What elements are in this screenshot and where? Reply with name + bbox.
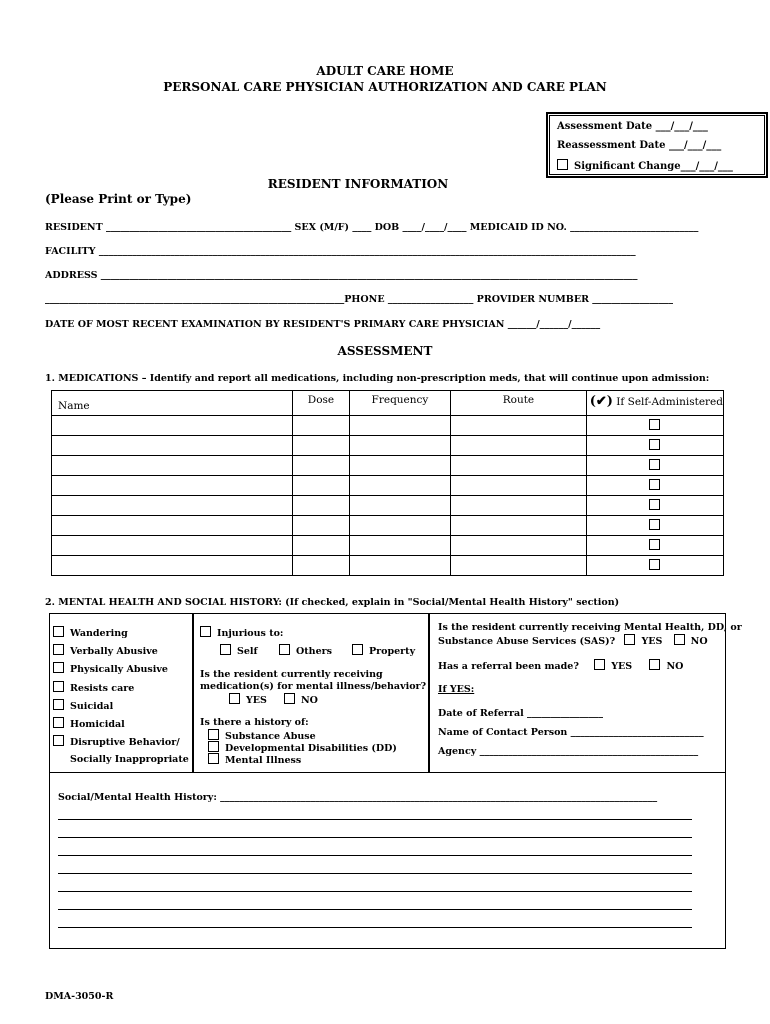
col-header-name: Name: [52, 391, 293, 416]
substance-abuse-checkbox[interactable]: [208, 729, 219, 740]
resists-care-label: Resists care: [70, 683, 135, 694]
wandering-item[interactable]: [53, 626, 128, 639]
resists-care-item[interactable]: [53, 681, 134, 694]
history-line[interactable]: [58, 909, 692, 910]
services-yes-label: YES: [641, 636, 663, 647]
if-yes-label: If YES:: [438, 684, 475, 695]
services-yes-option[interactable]: [624, 636, 662, 647]
injurious-label: Injurious to:: [217, 628, 284, 639]
assessment-date-field[interactable]: Assessment Date ___/___/___: [557, 121, 708, 132]
self-admin-checkbox[interactable]: [649, 479, 660, 490]
address-row[interactable]: ADDRESS _________________________________________________________________________________________________________________: [45, 270, 638, 281]
injurious-self-option[interactable]: [220, 644, 258, 657]
checkmark-symbol: (✔): [589, 394, 613, 409]
developmental-disabilities-label: Developmental Disabilities (DD): [225, 743, 397, 754]
mental-illness-med-question-1: Is the resident currently receiving: [200, 669, 383, 680]
services-no-label: NO: [690, 636, 708, 647]
col-header-frequency: Frequency: [349, 391, 450, 416]
wandering-label: Wandering: [70, 628, 128, 639]
assessment-date-box: [546, 112, 768, 178]
medication-row[interactable]: [52, 476, 724, 496]
developmental-disabilities-checkbox[interactable]: [208, 741, 219, 752]
mental-illness-med-question-2: medication(s) for mental illness/behavior?: [200, 681, 427, 692]
services-no-checkbox[interactable]: [674, 634, 685, 645]
medication-row[interactable]: [52, 516, 724, 536]
injurious-property-option[interactable]: [352, 644, 415, 657]
suicidal-checkbox[interactable]: [53, 699, 64, 710]
medication-row[interactable]: [52, 456, 724, 476]
self-admin-checkbox[interactable]: [649, 419, 660, 430]
referral-no-option[interactable]: [649, 661, 683, 672]
referral-no-checkbox[interactable]: [649, 659, 660, 670]
medication-row[interactable]: [52, 416, 724, 436]
referral-yes-checkbox[interactable]: [594, 659, 605, 670]
others-checkbox[interactable]: [279, 644, 290, 655]
mental-health-section-label: 2. MENTAL HEALTH AND SOCIAL HISTORY: (If checked, explain in "Social/Mental Health History" section): [45, 597, 620, 608]
self-admin-checkbox[interactable]: [649, 539, 660, 550]
assessment-heading: ASSESSMENT: [337, 344, 433, 358]
property-label: Property: [369, 646, 416, 657]
self-admin-checkbox[interactable]: [649, 499, 660, 510]
wandering-checkbox[interactable]: [53, 626, 64, 637]
history-line[interactable]: [58, 837, 692, 838]
resists-care-checkbox[interactable]: [53, 681, 64, 692]
physically-abusive-label: Physically Abusive: [70, 664, 168, 675]
self-admin-checkbox[interactable]: [649, 439, 660, 450]
history-line[interactable]: [58, 873, 692, 874]
medication-row[interactable]: [52, 556, 724, 576]
socially-inappropriate-label: Socially Inappropriate: [70, 754, 189, 765]
med-no-option[interactable]: [284, 693, 318, 706]
phone-provider-row[interactable]: _______________________________________________________________PHONE __________________ PROVIDER NUMBER _________________: [45, 294, 674, 305]
social-history-label[interactable]: Social/Mental Health History: ____________________________________________________________________________________________: [58, 792, 658, 803]
history-line[interactable]: [58, 819, 692, 820]
col-header-route: Route: [451, 391, 587, 416]
history-line[interactable]: [58, 927, 692, 928]
homicidal-label: Homicidal: [70, 719, 125, 730]
medication-row[interactable]: [52, 536, 724, 556]
verbally-abusive-checkbox[interactable]: [53, 644, 64, 655]
form-id: DMA-3050-R: [45, 991, 114, 1002]
injurious-others-option[interactable]: [279, 644, 332, 657]
referral-yes-option[interactable]: [594, 661, 632, 672]
med-yes-checkbox[interactable]: [229, 693, 240, 704]
homicidal-checkbox[interactable]: [53, 717, 64, 728]
self-admin-checkbox[interactable]: [649, 519, 660, 530]
injurious-checkbox[interactable]: [200, 626, 211, 637]
services-no-option[interactable]: [674, 636, 708, 647]
med-yes-option[interactable]: [229, 693, 267, 706]
history-question: Is there a history of:: [200, 717, 309, 728]
self-label: Self: [237, 646, 258, 657]
agency-field[interactable]: Agency ______________________________________________: [438, 746, 699, 757]
med-yes-label: YES: [246, 695, 267, 706]
mental-illness-option[interactable]: [208, 753, 301, 766]
self-admin-checkbox[interactable]: [649, 559, 660, 570]
reassessment-date-field[interactable]: Reassessment Date ___/___/___: [557, 140, 722, 151]
referral-question: Has a referral been made?: [438, 661, 579, 672]
resident-row[interactable]: RESIDENT _______________________________________ SEX (M/F) ____ DOB ____/____/____ MEDICAID ID NO. ___________________________: [45, 222, 699, 233]
services-yes-checkbox[interactable]: [624, 634, 635, 645]
medications-header-row: [52, 391, 724, 416]
medication-row[interactable]: [52, 436, 724, 456]
mental-illness-checkbox[interactable]: [208, 753, 219, 764]
self-admin-label: If Self-Administered: [616, 396, 723, 408]
history-line[interactable]: [58, 855, 692, 856]
self-checkbox[interactable]: [220, 644, 231, 655]
med-no-label: NO: [301, 695, 318, 706]
significant-change-checkbox[interactable]: [557, 159, 568, 170]
history-line[interactable]: [58, 891, 692, 892]
medication-row[interactable]: [52, 496, 724, 516]
exam-date-row[interactable]: DATE OF MOST RECENT EXAMINATION BY RESIDENT'S PRIMARY CARE PHYSICIAN ______/______/______: [45, 319, 601, 330]
referral-no-label: NO: [666, 661, 684, 672]
services-question-1: Is the resident currently receiving Mental Health, DD, or: [438, 622, 742, 633]
medications-table: [51, 390, 724, 576]
injurious-item[interactable]: [200, 626, 283, 639]
referral-row: [438, 659, 683, 672]
others-label: Others: [296, 646, 332, 657]
form-title-line1: ADULT CARE HOME: [316, 64, 454, 78]
col-header-dose: Dose: [293, 391, 350, 416]
referral-date-field[interactable]: Date of Referral ________________: [438, 708, 604, 719]
significant-change-field[interactable]: [557, 159, 733, 172]
disruptive-behavior-item[interactable]: [53, 735, 180, 748]
verbally-abusive-item[interactable]: [53, 644, 158, 657]
services-question-2: Substance Abuse Services (SAS)?: [438, 636, 616, 647]
suicidal-item[interactable]: [53, 699, 113, 712]
significant-change-label: Significant Change___/___/___: [574, 161, 733, 172]
verbally-abusive-label: Verbally Abusive: [70, 646, 158, 657]
substance-abuse-label: Substance Abuse: [225, 731, 316, 742]
disruptive-behavior-label: Disruptive Behavior/: [70, 737, 180, 748]
med-no-checkbox[interactable]: [284, 693, 295, 704]
form-title-line2: PERSONAL CARE PHYSICIAN AUTHORIZATION AND CARE PLAN: [163, 80, 607, 94]
resident-info-heading: RESIDENT INFORMATION: [267, 177, 449, 191]
self-admin-checkbox[interactable]: [649, 459, 660, 470]
medications-section-label: 1. MEDICATIONS – Identify and report all medications, including non-prescription meds, that will continue upon admission:: [45, 373, 710, 384]
contact-person-field[interactable]: Name of Contact Person ____________________________: [438, 727, 704, 738]
col-header-self-administered: [586, 391, 723, 416]
disruptive-behavior-checkbox[interactable]: [53, 735, 64, 746]
property-checkbox[interactable]: [352, 644, 363, 655]
print-note: (Please Print or Type): [45, 192, 192, 206]
mental-illness-label: Mental Illness: [225, 755, 302, 766]
facility-row[interactable]: FACILITY _________________________________________________________________________________________________________________: [45, 246, 636, 257]
referral-yes-label: YES: [611, 661, 633, 672]
homicidal-item[interactable]: [53, 717, 125, 730]
physically-abusive-item[interactable]: [53, 662, 168, 675]
services-question-2-row: [438, 634, 708, 647]
suicidal-label: Suicidal: [70, 701, 114, 712]
physically-abusive-checkbox[interactable]: [53, 662, 64, 673]
